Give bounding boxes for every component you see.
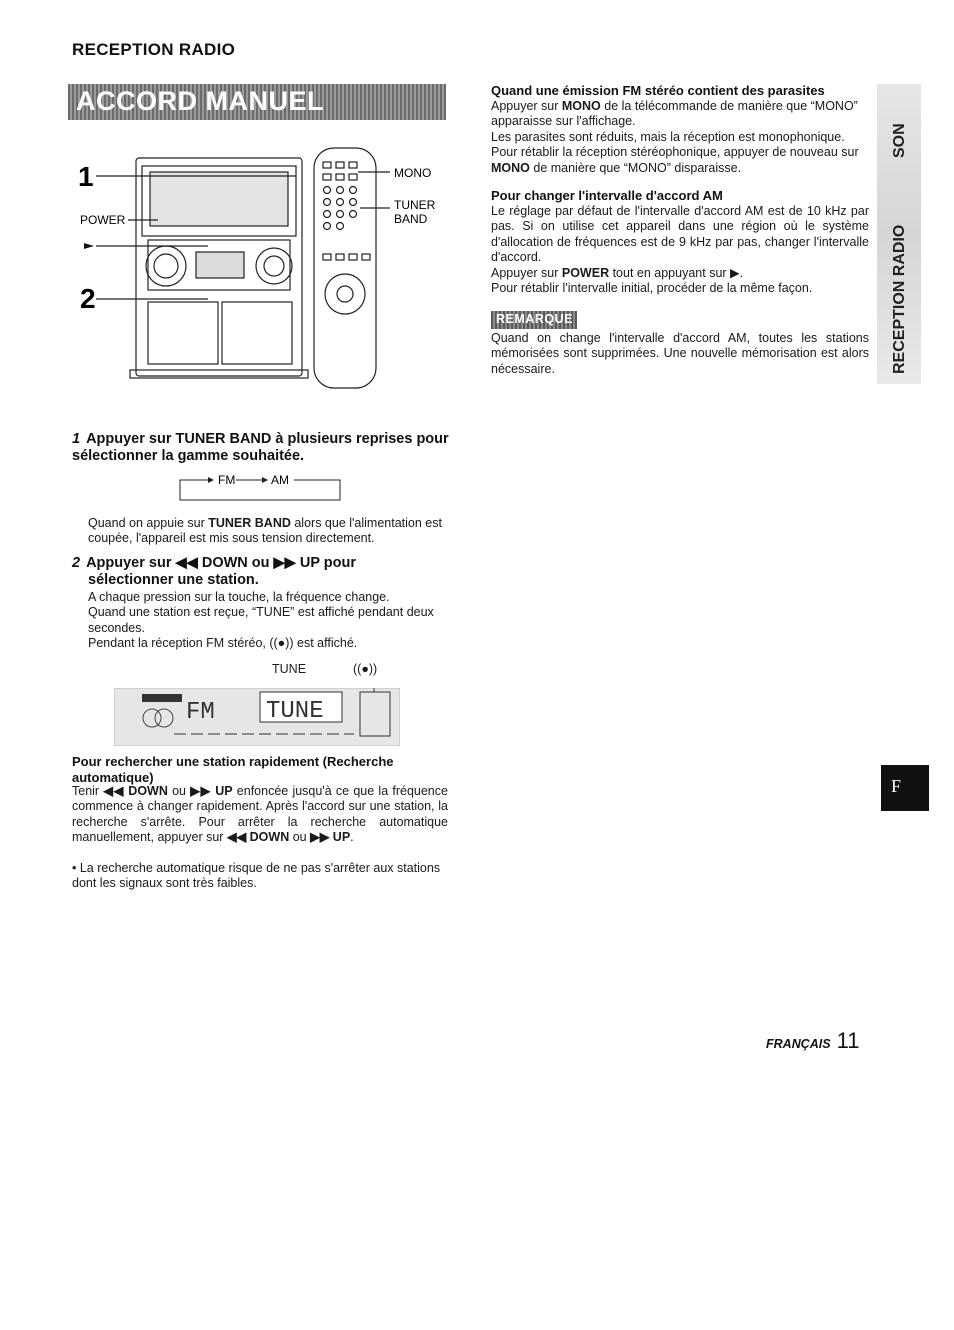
auto-search-text: Tenir ◀◀ DOWN ou ▶▶ UP enfoncée jusqu'à ce que la fréquence commence à changer rapidement. Après l'accord sur une station, la recherche s'arrête. Pour arrêter la recherche automatique manuellement, appuyer sur ◀◀ DOWN ou ▶▶ UP. xyxy=(72,784,448,845)
mono-text: Appuyer sur MONO de la télécommande de manière que “MONO” apparaisse sur l'affichage. Les parasites sont réduits, mais la réception est monophonique. Pour rétablir la réception stéréophonique, appuyer de nouveau sur MONO de manière que “MONO” disparaisse. xyxy=(491,99,859,175)
callout-1: 1 xyxy=(78,161,94,192)
page-footer xyxy=(766,1028,886,1054)
language-tab xyxy=(881,765,929,811)
band-cycle-diagram xyxy=(178,472,342,504)
mono-label: MONO xyxy=(394,166,432,180)
tuner-display xyxy=(114,688,400,746)
step-2-heading xyxy=(72,555,452,589)
tuner-label: TUNER xyxy=(394,198,436,212)
display-main: TUNE xyxy=(266,698,324,725)
page-number: 11 xyxy=(836,1028,860,1053)
step-1-text: Quand on appuie sur TUNER BAND alors que l'alimentation est coupée, l'appareil est mis sous tension directement. xyxy=(88,516,442,546)
step-2-number: 2 xyxy=(72,555,81,571)
auto-search-bullet: • La recherche automatique risque de ne pas s'arrêter aux stations dont les signaux sont très faibles. xyxy=(72,861,441,891)
language-tab-letter: F xyxy=(891,776,902,796)
power-label: POWER xyxy=(80,213,126,227)
step-2-text: A chaque pression sur la touche, la fréquence change. Quand une station est reçue, “TUNE” est affiché pendant deux secondes. Pendant la réception FM stéréo, ((●)) est affiché. xyxy=(88,590,434,651)
side-tab-son: SON xyxy=(891,123,908,158)
mono-heading: Quand une émission FM stéréo contient des parasites xyxy=(491,83,825,98)
step-2-heading-a: Appuyer sur ◀◀ DOWN ou ▶▶ UP pour xyxy=(86,555,356,571)
title-banner xyxy=(68,84,446,120)
note-label: REMARQUE xyxy=(496,312,573,326)
footer-language: FRANÇAIS xyxy=(766,1037,831,1051)
callout-2: 2 xyxy=(80,283,96,314)
step-1-heading-text: Appuyer sur TUNER BAND à plusieurs reprises pour sélectionner la gamme souhaitée. xyxy=(72,431,449,464)
band-label: BAND xyxy=(394,212,428,226)
am-text: Le réglage par défaut de l'intervalle d'accord AM est de 10 kHz par pas. Si on utilise cet appareil dans une région où le système d'allocation de fréquences est de 9 kHz par pas, changer l'intervalle d'accord. Appuyer sur POWER tout en appuyant sur ▶. Pour rétablir l'intervalle initial, procéder de la même façon. xyxy=(491,204,869,296)
side-tab-reception: RECEPTION RADIO xyxy=(891,224,908,374)
am-heading: Pour changer l'intervalle d'accord AM xyxy=(491,188,723,203)
note-tag xyxy=(491,311,577,329)
section-label: RECEPTION RADIO xyxy=(72,40,236,59)
step-2-heading-b: sélectionner une station. xyxy=(88,572,259,588)
display-stereo-label: ((●)) xyxy=(353,662,378,676)
step-1-heading xyxy=(72,431,452,465)
stereo-remote-illustration xyxy=(78,142,450,392)
band-fm: FM xyxy=(218,473,236,487)
auto-search-heading: Pour rechercher une station rapidement (Recherche automatique) xyxy=(72,754,394,785)
page-title: ACCORD MANUEL xyxy=(76,86,324,116)
side-section-tab xyxy=(877,84,921,384)
step-1-number: 1 xyxy=(72,431,81,447)
display-band: FM xyxy=(186,699,215,726)
display-tune-label: TUNE xyxy=(272,662,307,676)
note-text: Quand on change l'intervalle d'accord AM, toutes les stations mémorisées sont supprimées. Une nouvelle mémorisation est alors nécessaire. xyxy=(491,331,869,376)
band-am: AM xyxy=(271,473,289,487)
